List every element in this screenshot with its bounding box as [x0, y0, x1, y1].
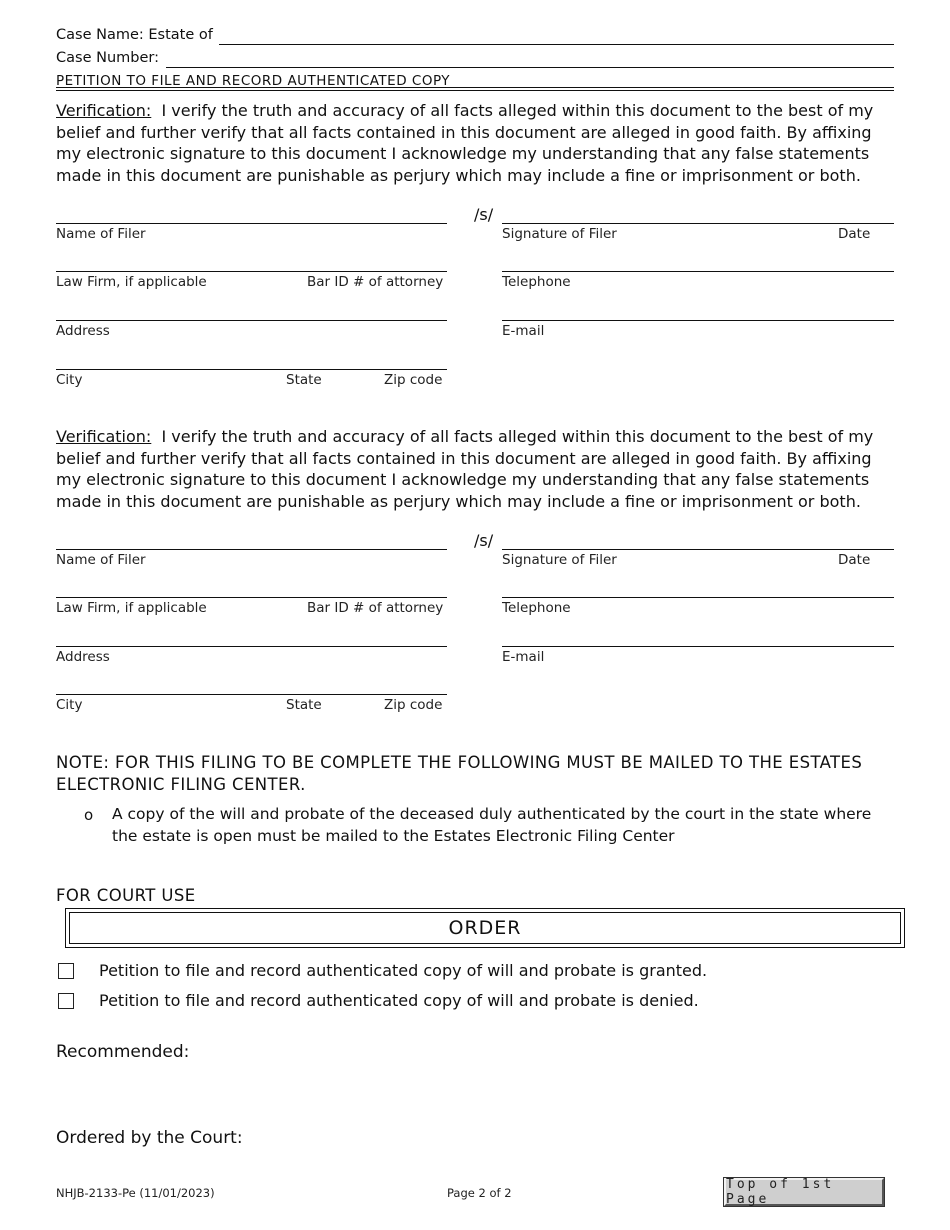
- verification-heading: Verification:: [56, 101, 152, 120]
- email-label: E-mail: [502, 649, 545, 665]
- address-field[interactable]: [56, 646, 447, 647]
- header-divider-2: [56, 90, 894, 91]
- telephone-field[interactable]: [502, 271, 894, 272]
- zip-label: Zip code: [384, 372, 443, 388]
- city-state-zip-field[interactable]: [56, 694, 447, 695]
- signature-prefix: /s/: [474, 531, 494, 550]
- telephone-label: Telephone: [502, 274, 571, 290]
- signature-of-filer-label: Signature of Filer: [502, 226, 617, 242]
- granted-checkbox[interactable]: [58, 963, 74, 979]
- form-id: NHJB-2133-Pe (11/01/2023): [56, 1186, 215, 1200]
- signature-of-filer-field[interactable]: [502, 223, 894, 224]
- case-number-label: Case Number:: [56, 50, 159, 66]
- city-label: City: [56, 697, 83, 713]
- court-use-label: FOR COURT USE: [56, 886, 196, 905]
- bar-id-label: Bar ID # of attorney: [307, 274, 444, 290]
- state-label: State: [286, 372, 322, 388]
- name-of-filer-field[interactable]: [56, 549, 447, 550]
- filing-note-heading: NOTE: FOR THIS FILING TO BE COMPLETE THE FOLLOWING MUST BE MAILED TO THE ESTATES ELECTRONIC FILING CENTER.: [56, 753, 863, 794]
- signature-prefix: /s/: [474, 205, 494, 224]
- case-name-label: Case Name: Estate of: [56, 27, 213, 43]
- granted-option-label: Petition to file and record authenticated copy of will and probate is granted.: [99, 961, 708, 980]
- law-firm-label: Law Firm, if applicable: [56, 600, 207, 616]
- page-number: Page 2 of 2: [447, 1186, 512, 1200]
- verification-text: I verify the truth and accuracy of all facts alleged within this document to the best of my belief and further verify that all facts contained in this document are alleged in good faith. By affixing my electronic signature to this document I acknowledge my understanding that any false statements made in this document are punishable as perjury which may include a fine or imprisonment or both.: [56, 101, 874, 185]
- email-label: E-mail: [502, 323, 545, 339]
- date-label: Date: [838, 552, 871, 568]
- verification-paragraph: [56, 426, 896, 512]
- telephone-field[interactable]: [502, 597, 894, 598]
- address-label: Address: [56, 323, 110, 339]
- case-number-field[interactable]: [166, 67, 894, 68]
- email-field[interactable]: [502, 646, 894, 647]
- verification-text: I verify the truth and accuracy of all facts alleged within this document to the best of my belief and further verify that all facts contained in this document are alleged in good faith. By affixing my electronic signature to this document I acknowledge my understanding that any false statements made in this document are punishable as perjury which may include a fine or imprisonment or both.: [56, 427, 874, 511]
- denied-checkbox[interactable]: [58, 993, 74, 1009]
- denied-option-label: Petition to file and record authenticated copy of will and probate is denied.: [99, 991, 699, 1010]
- bullet-marker: o: [84, 806, 94, 824]
- form-title: PETITION TO FILE AND RECORD AUTHENTICATED COPY: [56, 73, 451, 89]
- name-of-filer-label: Name of Filer: [56, 226, 146, 242]
- city-label: City: [56, 372, 83, 388]
- signature-of-filer-label: Signature of Filer: [502, 552, 617, 568]
- address-label: Address: [56, 649, 110, 665]
- verification-paragraph: [56, 100, 896, 186]
- recommended-label: Recommended:: [56, 1042, 190, 1062]
- telephone-label: Telephone: [502, 600, 571, 616]
- top-of-first-page-button[interactable]: Top of 1st Page: [724, 1178, 884, 1206]
- case-name-field[interactable]: [219, 44, 894, 45]
- bar-id-label: Bar ID # of attorney: [307, 600, 444, 616]
- order-header-box: [65, 908, 905, 948]
- zip-label: Zip code: [384, 697, 443, 713]
- name-of-filer-field[interactable]: [56, 223, 447, 224]
- address-field[interactable]: [56, 320, 447, 321]
- order-title: ORDER: [69, 912, 901, 944]
- name-of-filer-label: Name of Filer: [56, 552, 146, 568]
- filing-note-bullet: A copy of the will and probate of the deceased duly authenticated by the court in the state where the estate is open must be mailed to the Estates Electronic Filing Center: [112, 805, 872, 845]
- ordered-by-court-label: Ordered by the Court:: [56, 1128, 243, 1148]
- law-firm-field[interactable]: [56, 597, 447, 598]
- city-state-zip-field[interactable]: [56, 369, 447, 370]
- date-label: Date: [838, 226, 871, 242]
- verification-heading: Verification:: [56, 427, 152, 446]
- law-firm-field[interactable]: [56, 271, 447, 272]
- header-divider: [56, 87, 894, 88]
- state-label: State: [286, 697, 322, 713]
- email-field[interactable]: [502, 320, 894, 321]
- law-firm-label: Law Firm, if applicable: [56, 274, 207, 290]
- signature-of-filer-field[interactable]: [502, 549, 894, 550]
